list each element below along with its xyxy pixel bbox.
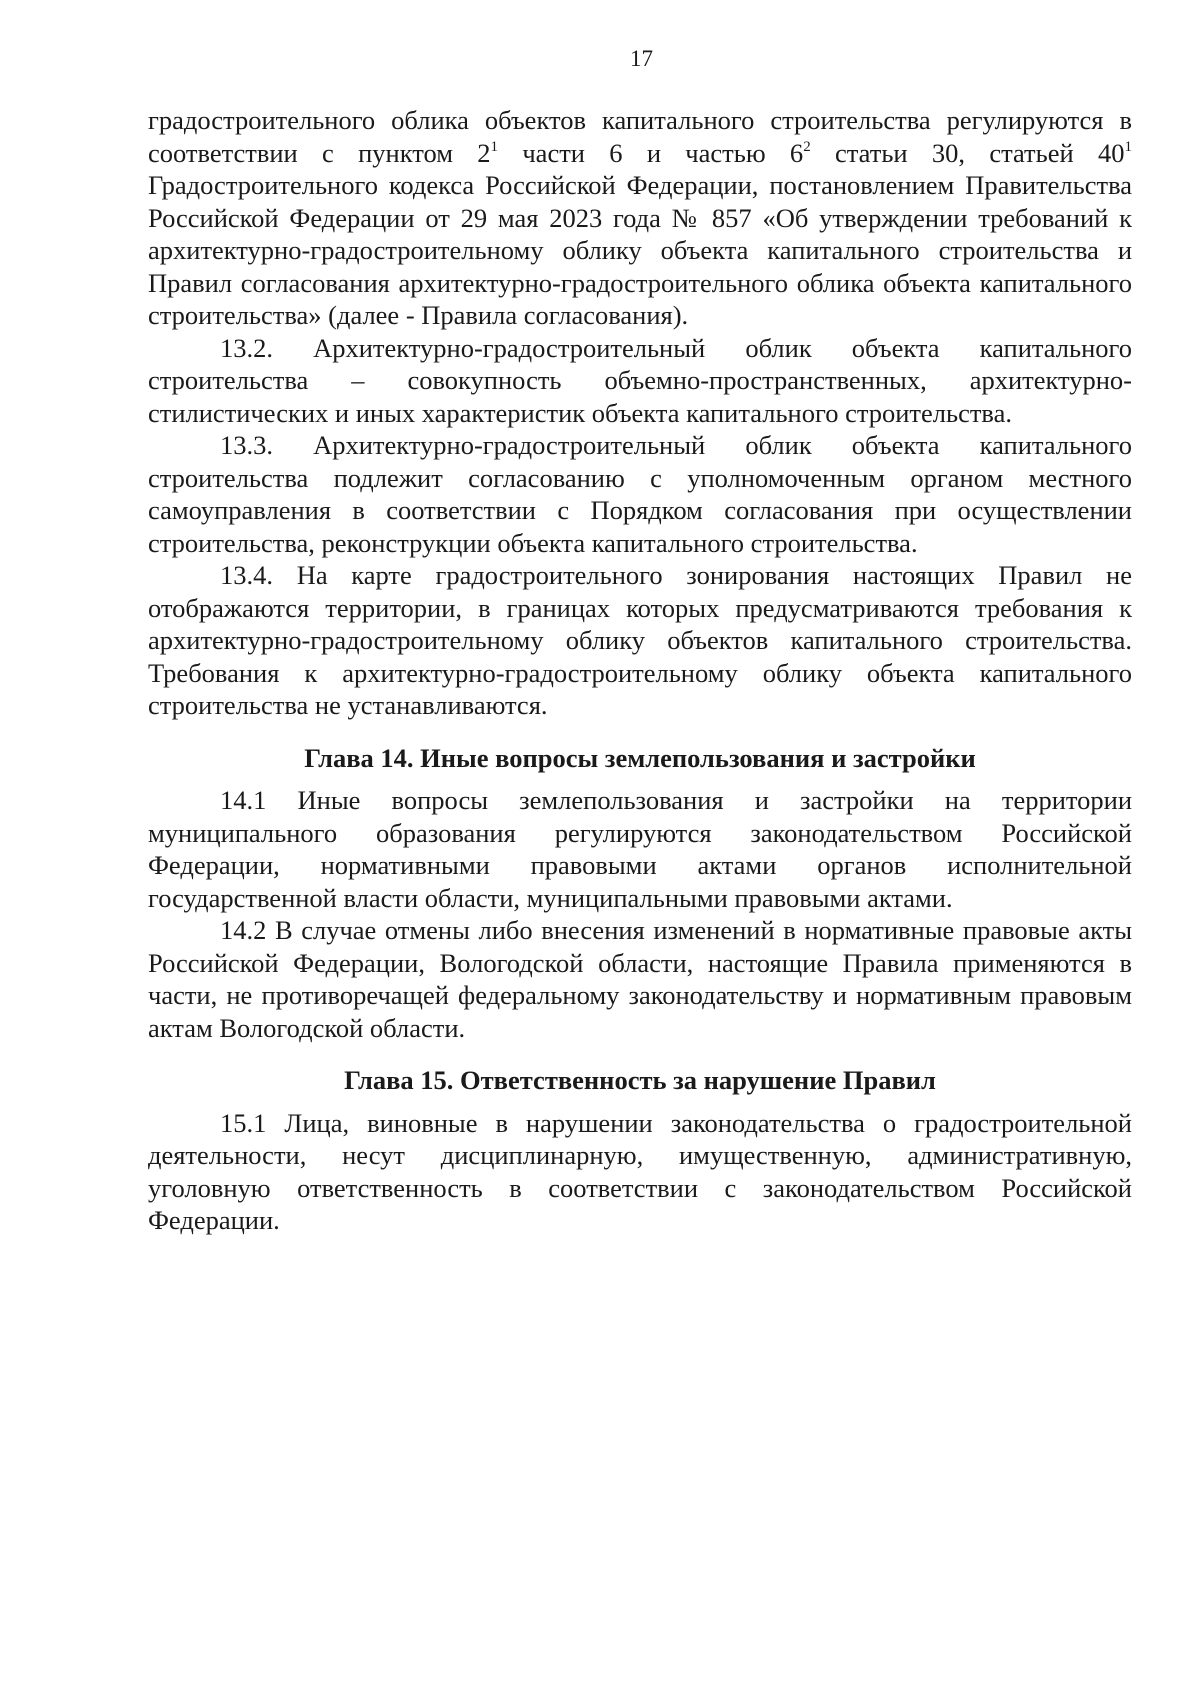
superscript: 1	[490, 138, 499, 155]
paragraph-14-1: 14.1 Иные вопросы землепользования и застройки на территории муниципального образования регулируются законодательством Российской Федерации, нормативными правовыми актами органов исполнительной государственной власти области, муниципальными правовыми актами.	[148, 785, 1132, 913]
paragraph-13-2: 13.2. Архитектурно-градостроительный облик объекта капитального строительства – совокупность объемно-пространственных, архитектурно-стилистических и иных характеристик объекта капитального строительства.	[148, 332, 1132, 428]
paragraph-13-4: 13.4. На карте градостроительного зонирования настоящих Правил не отображаются территории, в границах которых предусматриваются требования к архитектурно-градостроительному облику объектов капитального строительства. Требования к архитектурно-градостроительному облику объекта капитального строительства не устанавливаются.	[148, 560, 1132, 720]
paragraph-14-2: 14.2 В случае отмены либо внесения изменений в нормативные правовые акты Российской Федерации, Вологодской области, настоящие Правила применяются в части, не противоречащей федеральному законодательству и нормативным правовым актам Вологодской области.	[148, 915, 1132, 1043]
intro-text-2: части 6 и частью 6	[498, 137, 804, 168]
chapter-15-heading: Глава 15. Ответственность за нарушение Правил	[344, 1065, 936, 1095]
page-number: 17	[630, 46, 653, 71]
document-body	[148, 104, 1132, 1237]
chapter-14-heading: Глава 14. Иные вопросы землепользования и застройки	[304, 742, 976, 773]
superscript: 1	[1124, 138, 1132, 155]
paragraph-13-3: 13.3. Архитектурно-градостроительный облик объекта капитального строительства подлежит согласованию с уполномоченным органом местного самоуправления в соответствии с Порядком согласования при осуществлении строительства, реконструкции объекта капитального строительства.	[148, 430, 1132, 558]
superscript: 2	[803, 138, 811, 155]
intro-text-1: градостроительного облика объектов капитального строительства регулируются в соответствии с пунктом 2	[148, 105, 1132, 168]
paragraph-15-1: 15.1 Лица, виновные в нарушении законодательства о градостроительной деятельности, несут дисциплинарную, имущественную, административную, уголовную ответственность в соответствии с законодательством Российской Федерации.	[148, 1107, 1132, 1235]
intro-text-3: статьи 30, статьей 40	[810, 137, 1125, 168]
intro-paragraph	[148, 104, 1132, 332]
intro-text-4: Градостроительного кодекса Российской Федерации, постановлением Правительства Российской Федерации от 29 мая 2023 года № 857 «Об утверждении требований к архитектурно-градостроительному облику объекта капитального строительства и Правил согласования архитектурно-градостроительного облика объекта капитального строительства» (далее - Правила согласования).	[148, 170, 1132, 330]
